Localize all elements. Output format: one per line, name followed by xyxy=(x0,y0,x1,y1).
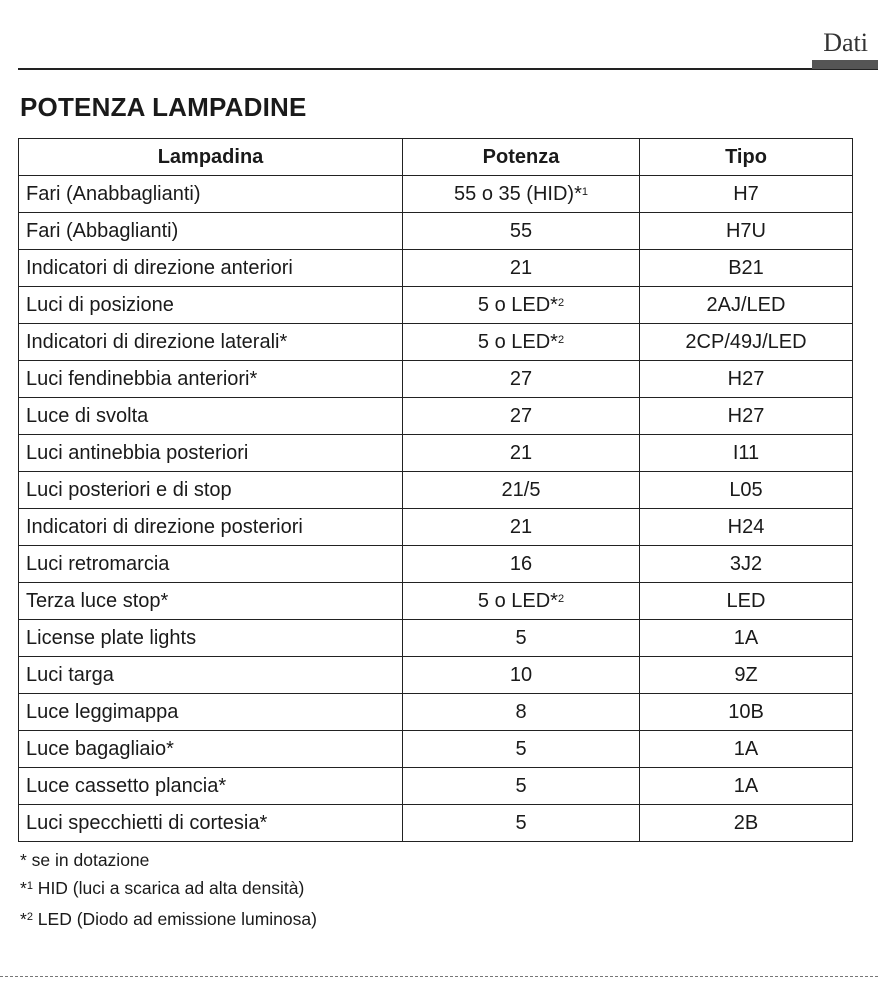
power-value: 5 o LED* xyxy=(477,590,558,612)
bulb-type-cell: 2AJ/LED xyxy=(640,287,853,324)
bulb-power-cell xyxy=(403,472,640,509)
table-row xyxy=(19,361,853,398)
footnote-line xyxy=(20,905,317,936)
footnote-marker: 1 xyxy=(581,186,588,198)
bulb-type-cell: H7U xyxy=(640,213,853,250)
bulb-name-cell: Luce leggimappa xyxy=(19,694,403,731)
power-value: 55 o 35 (HID)* xyxy=(454,183,582,205)
bulb-power-cell xyxy=(403,657,640,694)
table-row xyxy=(19,768,853,805)
bulb-power-cell xyxy=(403,324,640,361)
bulb-power-cell xyxy=(403,805,640,842)
page-title: POTENZA LAMPADINE xyxy=(20,92,307,122)
column-header-type: Tipo xyxy=(640,139,853,176)
footnote-asterisk: * xyxy=(20,878,27,898)
section-label: Dati xyxy=(823,28,868,57)
bulb-type-cell: I11 xyxy=(640,435,853,472)
bulb-type-cell: 2B xyxy=(640,805,853,842)
bulb-name-cell: Luci di posizione xyxy=(19,287,403,324)
bulb-name-cell: Indicatori di direzione anteriori xyxy=(19,250,403,287)
bulb-type-cell: H7 xyxy=(640,176,853,213)
bulb-name-cell: Luci antinebbia posteriori xyxy=(19,435,403,472)
column-header-power: Potenza xyxy=(403,139,640,176)
power-value: 8 xyxy=(515,701,527,723)
power-value: 55 xyxy=(509,220,533,242)
bulb-name-cell: Luci retromarcia xyxy=(19,546,403,583)
bulb-name-cell: Luce di svolta xyxy=(19,398,403,435)
footnote-text: HID (luci a scarica ad alta densità) xyxy=(32,878,305,898)
power-value: 21 xyxy=(509,257,533,279)
bulb-name-cell: Luci specchietti di cortesia* xyxy=(19,805,403,842)
table-row xyxy=(19,472,853,509)
table-row xyxy=(19,509,853,546)
table-row xyxy=(19,620,853,657)
table-row xyxy=(19,583,853,620)
footnote-marker: 2 xyxy=(26,911,33,923)
table-row xyxy=(19,694,853,731)
table-row xyxy=(19,657,853,694)
bulb-power-cell xyxy=(403,176,640,213)
bulb-type-cell: H27 xyxy=(640,361,853,398)
bulb-power-cell xyxy=(403,435,640,472)
footnote-marker: 2 xyxy=(557,334,565,346)
bulb-type-cell: 10B xyxy=(640,694,853,731)
header-rule xyxy=(18,68,878,70)
power-value: 5 xyxy=(515,812,527,834)
bulb-name-cell: License plate lights xyxy=(19,620,403,657)
table-row xyxy=(19,805,853,842)
bulb-power-cell xyxy=(403,398,640,435)
bulb-power-cell xyxy=(403,694,640,731)
bulb-type-cell: L05 xyxy=(640,472,853,509)
bulb-type-cell: H24 xyxy=(640,509,853,546)
power-value: 16 xyxy=(509,553,533,575)
footnote-asterisk: * xyxy=(20,850,27,870)
bulb-power-cell xyxy=(403,509,640,546)
bulb-name-cell: Luce bagagliaio* xyxy=(19,731,403,768)
footnote-line xyxy=(20,874,317,905)
footnote-text: LED (Diodo ad emissione luminosa) xyxy=(32,909,317,929)
bulb-name-cell: Luce cassetto plancia* xyxy=(19,768,403,805)
footnote-text: se in dotazione xyxy=(26,850,150,870)
bulb-power-cell xyxy=(403,250,640,287)
footnote-line xyxy=(20,846,317,874)
power-value: 5 xyxy=(515,775,527,797)
bulb-type-cell: 9Z xyxy=(640,657,853,694)
power-value: 5 xyxy=(515,738,527,760)
bulb-power-cell xyxy=(403,361,640,398)
bulb-name-cell: Terza luce stop* xyxy=(19,583,403,620)
table-row xyxy=(19,731,853,768)
table-row xyxy=(19,546,853,583)
table-row xyxy=(19,287,853,324)
table-header-row xyxy=(19,139,853,176)
bulb-name-cell: Fari (Anabbaglianti) xyxy=(19,176,403,213)
bulb-power-cell xyxy=(403,213,640,250)
bulb-type-cell: 1A xyxy=(640,620,853,657)
bulb-name-cell: Indicatori di direzione posteriori xyxy=(19,509,403,546)
footnote-marker: 2 xyxy=(557,297,565,309)
footnote-marker: 1 xyxy=(26,880,33,892)
table-row xyxy=(19,176,853,213)
power-value: 21 xyxy=(509,516,533,538)
bulb-name-cell: Fari (Abbaglianti) xyxy=(19,213,403,250)
bulb-name-cell: Luci targa xyxy=(19,657,403,694)
bulb-type-cell: H27 xyxy=(640,398,853,435)
bulb-name-cell: Luci fendinebbia anteriori* xyxy=(19,361,403,398)
bulb-type-cell: 2CP/49J/LED xyxy=(640,324,853,361)
bulb-type-cell: 1A xyxy=(640,731,853,768)
bulb-name-cell: Indicatori di direzione laterali* xyxy=(19,324,403,361)
power-value: 5 o LED* xyxy=(477,331,558,353)
page-cut-line xyxy=(0,976,878,977)
power-value: 5 o LED* xyxy=(477,294,558,316)
bulb-power-cell xyxy=(403,287,640,324)
bulb-power-cell xyxy=(403,731,640,768)
footnote-marker: 2 xyxy=(557,593,565,605)
bulb-name-cell: Luci posteriori e di stop xyxy=(19,472,403,509)
power-value: 27 xyxy=(509,405,533,427)
bulb-type-cell: B21 xyxy=(640,250,853,287)
bulb-power-table xyxy=(18,138,853,842)
power-value: 21/5 xyxy=(501,479,541,501)
table-row xyxy=(19,324,853,361)
bulb-power-cell xyxy=(403,620,640,657)
bulb-type-cell: 1A xyxy=(640,768,853,805)
footnote-asterisk: * xyxy=(20,909,27,929)
bulb-type-cell: 3J2 xyxy=(640,546,853,583)
table-row xyxy=(19,398,853,435)
bulb-type-cell: LED xyxy=(640,583,853,620)
table-row xyxy=(19,213,853,250)
bulb-power-cell xyxy=(403,768,640,805)
power-value: 27 xyxy=(509,368,533,390)
power-value: 5 xyxy=(515,627,527,649)
footnotes xyxy=(20,846,317,936)
table-row xyxy=(19,250,853,287)
bulb-power-cell xyxy=(403,546,640,583)
bulb-power-cell xyxy=(403,583,640,620)
header-tab xyxy=(812,60,878,69)
power-value: 10 xyxy=(509,664,533,686)
column-header-bulb: Lampadina xyxy=(19,139,403,176)
power-value: 21 xyxy=(509,442,533,464)
table-row xyxy=(19,435,853,472)
